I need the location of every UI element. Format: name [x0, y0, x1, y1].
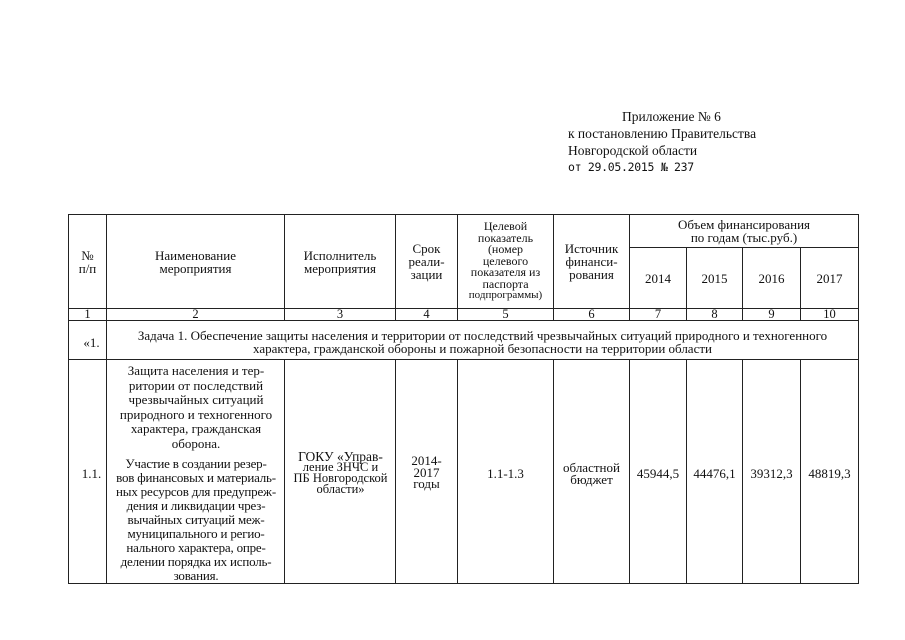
column-number: 3 — [285, 309, 396, 321]
appendix-block — [568, 108, 888, 176]
appendix-region: Новгородской области — [568, 143, 698, 158]
row-value-2016: 39312,3 — [743, 360, 801, 584]
column-number: 6 — [554, 309, 630, 321]
header-year-2016: 2016 — [743, 248, 801, 309]
row-target: 1.1-1.3 — [458, 360, 554, 584]
task-row — [69, 321, 859, 360]
header-num: № п/п — [69, 215, 107, 309]
header-target: Целевой показатель (номер целевого показателя из паспорта подпрограммы) — [458, 215, 554, 309]
column-number: 7 — [630, 309, 687, 321]
row-number: 1.1. — [69, 360, 107, 584]
header-year-2014: 2014 — [630, 248, 687, 309]
header-year-2015: 2015 — [687, 248, 743, 309]
header-source: Источник финанси- рования — [554, 215, 630, 309]
column-number: 9 — [743, 309, 801, 321]
row-value-2017: 48819,3 — [801, 360, 859, 584]
header-financing: Объем финансирования по годам (тыс.руб.) — [630, 215, 859, 248]
task-number: «1. — [69, 321, 107, 360]
table-row — [69, 360, 859, 584]
row-subtext: Участие в создании резер- вов финансовых и материаль- ных ресурсов для предупреж- дения и ликвидации чрез- вычайных ситуаций меж- муниципального и регио- нального характера, опре- делении порядка их исполь- зования. — [116, 456, 276, 583]
financing-table — [68, 214, 859, 584]
header-year-2017: 2017 — [801, 248, 859, 309]
column-number: 8 — [687, 309, 743, 321]
row-period: 2014- 2017 годы — [396, 360, 458, 584]
column-number: 10 — [801, 309, 859, 321]
row-value-2014: 45944,5 — [630, 360, 687, 584]
appendix-resolution: к постановлению Правительства — [568, 126, 757, 141]
column-number: 5 — [458, 309, 554, 321]
task-text: Задача 1. Обеспечение защиты населения и территории от последствий чрезвычайных ситуаций природного и техногенного характера, гражданской обороны и пожарной безопасности на территории области — [107, 321, 859, 360]
header-name: Наименование мероприятия — [107, 215, 285, 309]
header-executor: Исполнитель мероприятия — [285, 215, 396, 309]
column-number: 4 — [396, 309, 458, 321]
column-number: 1 — [69, 309, 107, 321]
column-number: 2 — [107, 309, 285, 321]
appendix-date: от 29.05.2015 № 237 — [568, 160, 694, 174]
header-row-1 — [69, 215, 859, 248]
row-value-2015: 44476,1 — [687, 360, 743, 584]
row-name: Защита населения и тер- ритории от последствий чрезвычайных ситуаций природного и техногенного характера, гражданская оборона. Участие в создании резер- вов финансовых и материаль- ных ресурсов для предупреж- дения и ликвидации чрез- вычайных ситуаций меж- муниципального и регио- нального характера, опре- делении порядка их исполь- зования. — [107, 360, 285, 584]
appendix-title: Приложение № 6 — [622, 109, 721, 124]
row-executor: ГОКУ «Управ- ление ЗНЧС и ПБ Новгородской области» — [285, 360, 396, 584]
row-source: областной бюджет — [554, 360, 630, 584]
header-period: Срок реали- зации — [396, 215, 458, 309]
column-number-row — [69, 309, 859, 321]
